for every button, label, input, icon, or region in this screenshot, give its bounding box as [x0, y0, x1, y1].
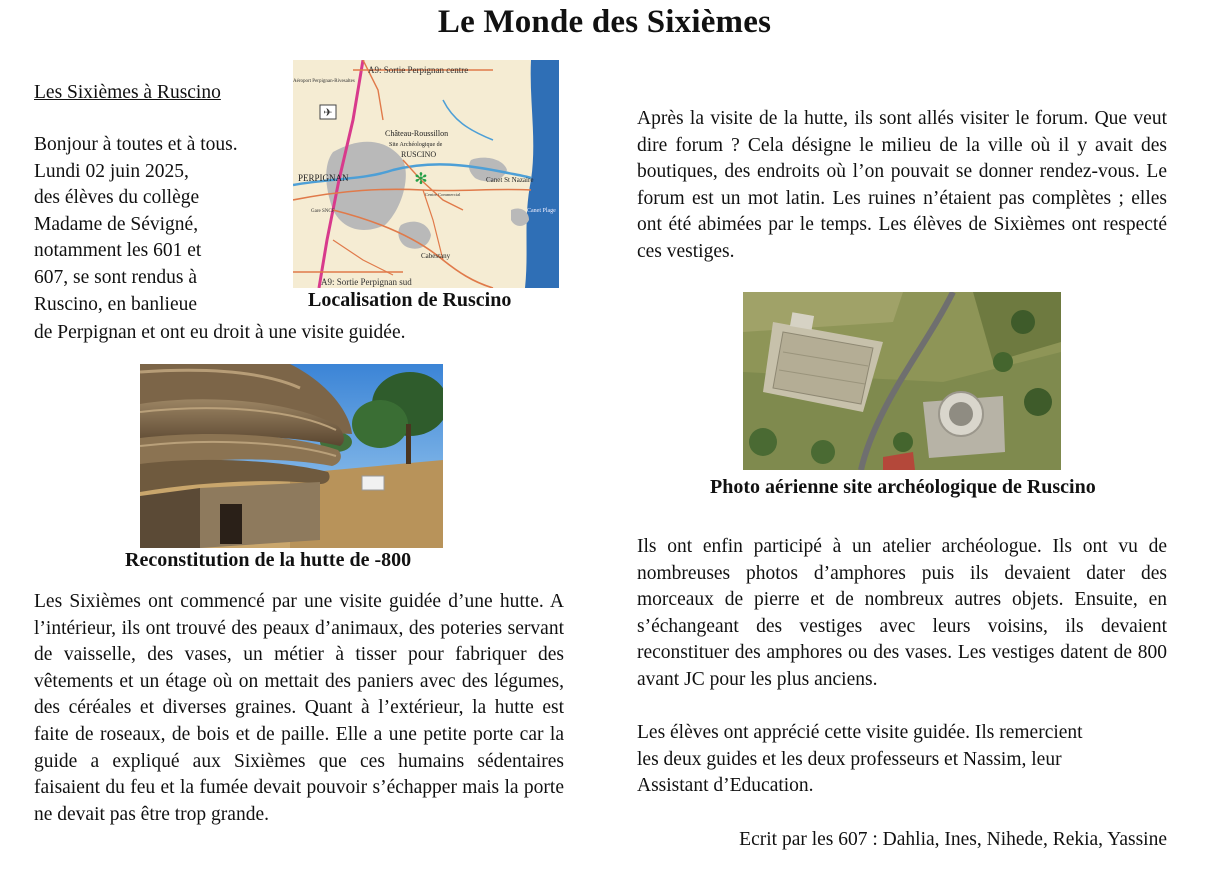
intro-end: de Perpignan et ont eu droit à une visite guidée.: [34, 322, 406, 343]
intro-line: Lundi 02 juin 2025,: [34, 160, 189, 182]
aerial-caption: Photo aérienne site archéologique de Ruscino: [710, 476, 1096, 498]
workshop-paragraph: Ils ont enfin participé à un atelier archéologue. Ils ont vu de nombreuses photos d’amphores puis ils devaient dater des morceaux de pierre et de nombreux autres objets. Ensuite, en s’échangeant des vestiges avec leurs voisins, ils devaient reconstituer des amphores ou des vases. Les vestiges datent de 800 avant JC pour les plus anciens.: [637, 536, 1167, 690]
hut-photo: [140, 364, 443, 548]
map-label-chateau: Château-Roussillon: [385, 129, 449, 138]
thanks-block: [637, 720, 1177, 800]
forum-paragraph: Après la visite de la hutte, ils sont allés visiter le forum. Que veut dire forum ? Cela désigne le milieu de la ville où il y avait des boutiques, des endroits où l’on pouvait se donner rendez-vous. Le forum est un mot latin. Les ruines n’étaient pas complètes ; elles ont été abimées par le temps. Les élèves de Sixièmes ont respecté ces vestiges.: [637, 108, 1167, 262]
svg-text:✻: ✻: [414, 169, 428, 188]
map-label-canet-plage: Canet Plage: [527, 208, 556, 214]
thanks-line: Les élèves ont apprécié cette visite guidée. Ils remercient: [637, 722, 1083, 743]
intro-line: 607, se sont rendus à: [34, 266, 198, 288]
aerial-photo: [743, 292, 1061, 470]
map-label-site: Site Archéologique de: [389, 142, 443, 148]
ruscino-map: [293, 60, 559, 288]
map-label-canet: Canet St Nazaire: [486, 176, 534, 184]
hut-caption: Reconstitution de la hutte de -800: [125, 549, 412, 571]
thanks-line: Assistant d’Education.: [637, 775, 814, 797]
map-caption: Localisation de Ruscino: [308, 289, 512, 311]
page-title: Le Monde des Sixièmes: [437, 4, 772, 40]
map-label-top-exit: A9: Sortie Perpignan centre: [368, 65, 469, 75]
map-label-cabestany: Cabestany: [421, 252, 451, 260]
map-label-airport: Aéroport Perpignan-Rivesaltes: [293, 79, 355, 84]
map-label-ruscino: RUSCINO: [401, 150, 437, 159]
svg-text:✈: ✈: [323, 106, 333, 119]
map-label-centre-commercial: Centre Commercial: [425, 192, 461, 197]
intro-line: des élèves du collège: [34, 187, 200, 209]
intro-line: Madame de Sévigné,: [34, 213, 199, 235]
intro-block: [34, 132, 284, 318]
map-label-gare: Gare SNCF: [311, 209, 335, 214]
intro-line: Bonjour à toutes et à tous.: [34, 134, 238, 155]
map-label-perpignan: PERPIGNAN: [298, 173, 349, 183]
article-subtitle: Les Sixièmes à Ruscino: [34, 82, 221, 103]
thanks-line: les deux guides et les deux professeurs et Nassim, leur: [637, 748, 1062, 770]
hut-paragraph: Les Sixièmes ont commencé par une visite guidée d’une hutte. A l’intérieur, ils ont trouvé des peaux d’animaux, des poteries servant de vaisselle, des vases, un métier à tisser pour fabriquer des vêtements et un étage où on mettait des paniers avec des légumes, des céréales et diverses graines. Quant à l’extérieur, la hutte est faite de roseaux, de bois et de paille. Elle a une petite porte car la guide a expliqué aux Sixièmes que ces humains sédentaires faisaient du feu et la fumée devait pouvoir s’échapper mais la porte ne devait pas être trop grande.: [34, 591, 564, 825]
map-label-bottom-exit: A9: Sortie Perpignan sud: [321, 277, 412, 287]
signature: Ecrit par les 607 : Dahlia, Ines, Nihede, Rekia, Yassine: [739, 829, 1167, 850]
intro-line: notamment les 601 et: [34, 240, 202, 262]
intro-line: Ruscino, en banlieue: [34, 293, 197, 315]
